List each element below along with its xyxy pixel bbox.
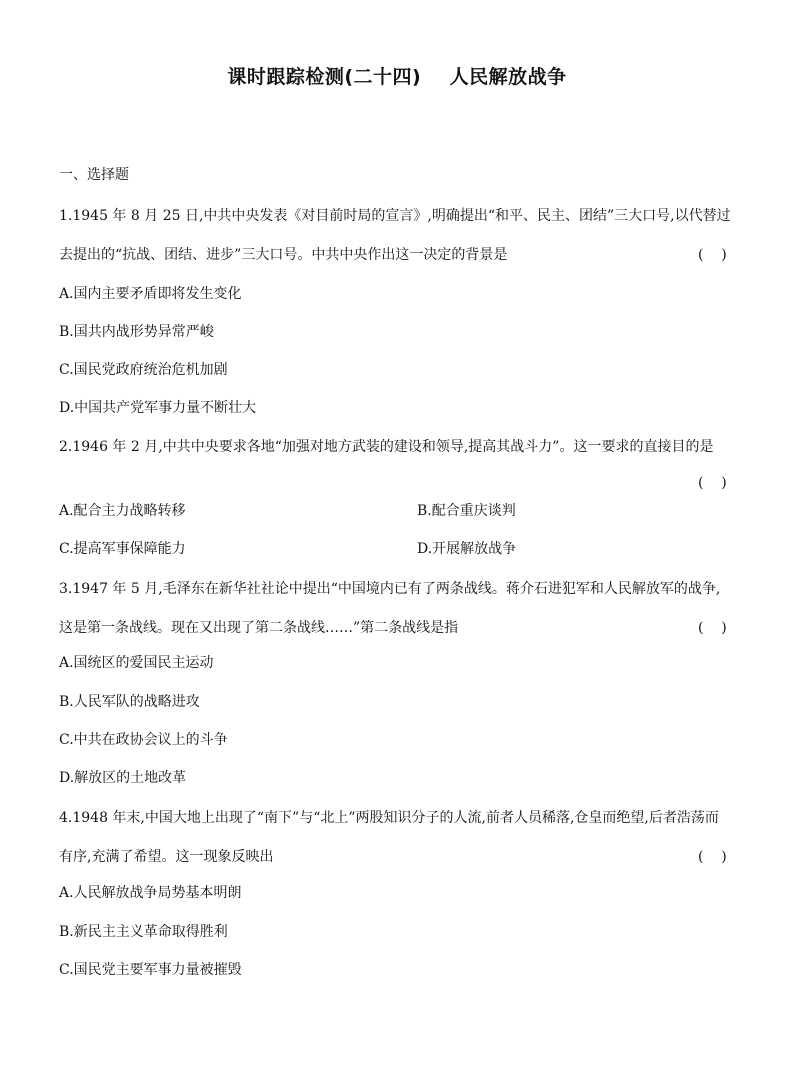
question-2-option-c: C.提高军事保障能力 [59, 541, 186, 557]
question-2-answer-blank: ( ) [698, 475, 727, 491]
question-1-option-c: C.国民党政府统治危机加剧 [59, 362, 228, 378]
question-3-option-c: C.中共在政协会议上的斗争 [59, 732, 228, 748]
question-3-answer-blank: ( ) [698, 620, 727, 636]
question-1-option-a: A.国内主要矛盾即将发生变化 [59, 286, 242, 302]
question-2-option-a: A.配合主力战略转移 [59, 503, 186, 519]
question-4-answer-blank: ( ) [698, 849, 727, 865]
question-3-option-a: A.国统区的爱国民主运动 [59, 655, 214, 671]
question-3-option-d: D.解放区的土地改革 [59, 770, 187, 786]
question-2-option-d: D.开展解放战争 [417, 541, 517, 557]
question-2-text-line-1: 2.1946 年 2 月,中共中央要求各地“加强对地方武装的建设和领导,提高其战斗力”。这一要求的直接目的是 [59, 439, 714, 455]
question-1-option-d: D.中国共产党军事力量不断壮大 [59, 400, 257, 416]
question-1-text-line-1: 1.1945 年 8 月 25 日,中共中央发表《对目前时局的宣言》,明确提出“和平、民主、团结”三大口号,以代替过 [59, 208, 731, 224]
question-4-option-c: C.国民党主要军事力量被摧毁 [59, 962, 242, 978]
question-4-text-line-2: 有序,充满了希望。这一现象反映出 [59, 849, 274, 865]
question-4-option-b: B.新民主主义革命取得胜利 [59, 924, 228, 940]
section-heading: 一、选择题 [59, 167, 129, 183]
question-3-text-line-1: 3.1947 年 5 月,毛泽东在新华社社论中提出“中国境内已有了两条战线。蒋介石进犯军和人民解放军的战争, [59, 581, 721, 597]
question-4-text-line-1: 4.1948 年末,中国大地上出现了“南下”与“北上”两股知识分子的人流,前者人员稀落,仓皇而绝望,后者浩荡而 [59, 810, 719, 826]
question-4-option-a: A.人民解放战争局势基本明朗 [59, 885, 242, 901]
page-title: 课时跟踪检测(二十四) 人民解放战争 [227, 66, 567, 88]
question-1-option-b: B.国共内战形势异常严峻 [59, 324, 214, 340]
question-1-text-line-2: 去提出的“抗战、团结、进步”三大口号。中共中央作出这一决定的背景是 [59, 247, 508, 263]
question-2-option-b: B.配合重庆谈判 [417, 503, 516, 519]
question-1-answer-blank: ( ) [698, 247, 727, 263]
question-3-text-line-2: 这是第一条战线。现在又出现了第二条战线……”第二条战线是指 [59, 620, 459, 636]
question-3-option-b: B.人民军队的战略进攻 [59, 694, 200, 710]
